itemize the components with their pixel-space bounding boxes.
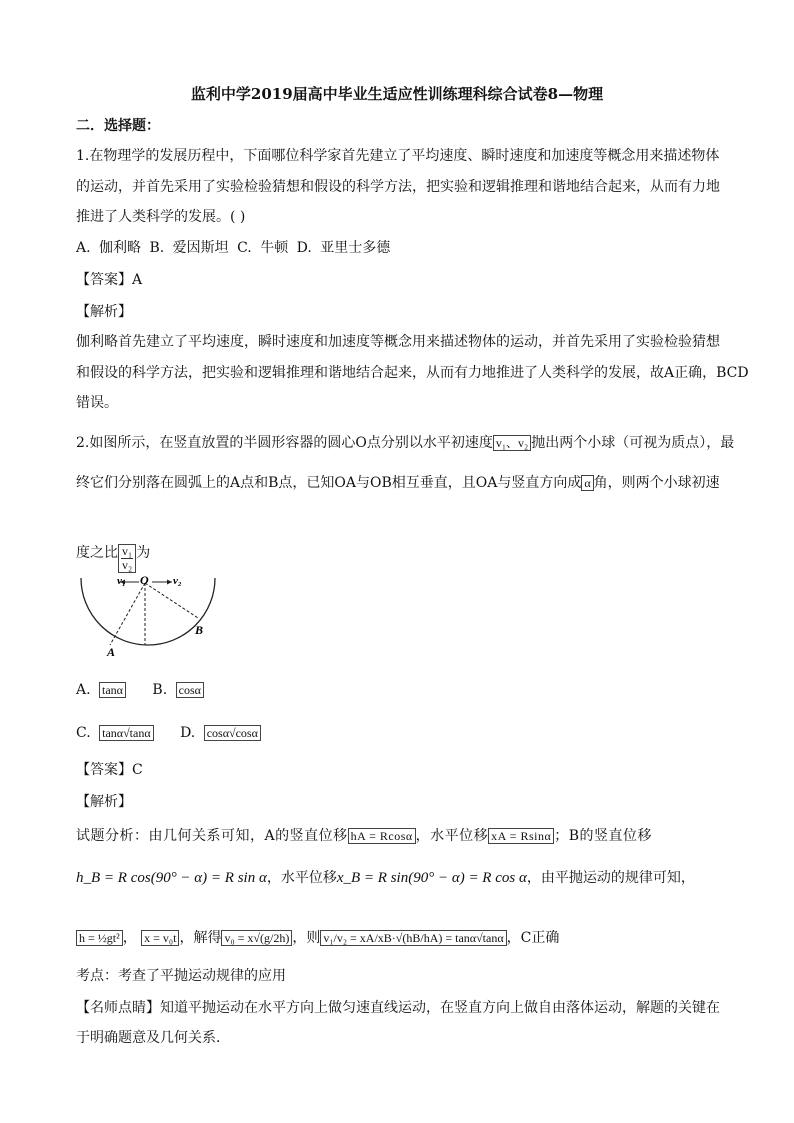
q2-stem-line2 [76,473,720,493]
analysis-text-1b: ，水平位移 [415,828,489,844]
analysis-text-3c: ，C正确 [506,930,560,946]
option-a-label: A. [76,682,91,698]
xb-equation: x_B = R sin(90° − α) = R cos α [336,870,527,886]
option-c-box: tanα√tanα [99,725,153,741]
analysis-text-1a: 试题分析：由几何关系可知，A的竖直位移 [76,828,348,844]
x-formula-box: x = v₀t [141,930,179,946]
q1-answer: 【答案】A [76,272,143,288]
ratio-formula-box [118,544,136,573]
q1-options: A. 伽利略 B. 爱因斯坦 C. 牛顿 D. 亚里士多德 [76,240,391,256]
q2-tip-line1: 【名师点睛】知道平抛运动在水平方向上做匀速直线运动，在竖直方向上做自由落体运动，解题的关键在 [76,1000,720,1016]
q1-stem-line3: 推进了人类科学的发展。( ) [76,209,246,225]
q2-stem-line1-a: 2.如图所示，在竖直放置的半圆形容器的圆心O点分别以水平初速度 [76,435,493,451]
q2-options-cd [76,723,261,743]
analysis-text-1c: ；B的竖直位移 [554,828,653,844]
line-OA [110,583,145,645]
label-v2: v₂ [173,575,182,587]
q2-tip-line2: 于明确题意及几何关系． [76,1030,230,1046]
q2-stem-line3 [76,513,151,572]
analysis-text-2a: ，水平位移 [266,870,337,886]
option-b-box: cosα [176,682,204,698]
analysis-sep: ， [122,930,137,946]
ratio-fraction [121,545,133,572]
q2-analysis-line2 [76,868,695,888]
section-heading: 二．选择题： [76,118,160,134]
ratio-denominator: v₂ [122,557,133,572]
h-formula-box: h = ½gt² [76,930,123,946]
option-d-label: D. [180,725,196,741]
q2-stem-line3-a: 度之比 [76,545,118,561]
option-a-box: tanα [99,682,126,698]
hb-equation: h_B = R cos(90° − α) = R sin α [76,870,267,886]
page-title: 监利中学2019届高中毕业生适应性训练理科综合试卷8—物理 [190,85,604,103]
q1-analysis-line3: 错误。 [76,395,118,411]
q2-stem-line3-b: 为 [136,545,151,561]
option-c-label: C. [76,725,91,741]
analysis-text-3b: ，则 [292,930,321,946]
label-A: A [107,645,116,659]
v0-formula-box: v₀ = x√(g/2h) [221,930,292,946]
q2-point: 考点：考查了平抛运动规律的应用 [76,968,286,984]
q2-stem-line1-b: 抛出两个小球（可视为质点），最 [531,435,735,451]
velocity-formula-box: v₁、v₂ [493,435,531,451]
q2-stem-line2-b: 角，则两个小球初速 [593,475,720,491]
q1-analysis-line2: 和假设的科学方法，把实验和逻辑推理和谐地结合起来，从而有力地推进了人类科学的发展，故A正确，BCD [76,365,749,381]
q2-analysis-label: 【解析】 [76,794,132,810]
xa-formula-box: xA = Rsinα [488,828,554,844]
q2-analysis-line3 [76,921,559,955]
q1-stem-line1: 1.在物理学的发展历程中，下面哪位科学家首先建立了平均速度、瞬时速度和加速度等概念用来描述物体 [76,148,720,164]
option-d-box: cosα√cosα [204,725,261,741]
analysis-text-3a: ，解得 [179,930,222,946]
v2-arrowhead [167,580,172,585]
label-O: O [140,573,149,587]
option-b-label: B. [152,682,168,698]
ratio-numerator: v₁ [122,543,133,558]
q1-analysis-line1: 伽利略首先建立了平均速度，瞬时速度和加速度等概念用来描述物体的运动，并首先采用了实验检验猜想 [76,334,720,350]
label-v1: v₁ [117,575,126,587]
ha-formula-box: hA = Rcosα [348,828,416,844]
analysis-text-2b: ，由平抛运动的规律可知， [526,870,695,886]
q1-analysis-label: 【解析】 [76,304,132,320]
ratio-result-box: v₁/v₂ = xA/xB·√(hB/hA) = tanα√tanα [320,930,506,946]
alpha-formula-box: α [581,475,593,491]
label-B: B [195,623,204,637]
q2-analysis-line1 [76,826,652,846]
q2-stem-line2-a: 终它们分别落在圆弧上的A点和B点，已知OA与OB相互垂直，且OA与竖直方向成 [76,475,582,491]
q2-stem-line1 [76,433,734,453]
line-OB [145,583,198,618]
q1-stem-line2: 的运动，并首先采用了实验检验猜想和假设的科学方法，把实验和逻辑推理和谐地结合起来，从而有力地 [76,179,720,195]
semicircle-diagram [76,570,226,662]
q2-options-ab [76,680,204,700]
q2-answer: 【答案】C [76,762,143,778]
